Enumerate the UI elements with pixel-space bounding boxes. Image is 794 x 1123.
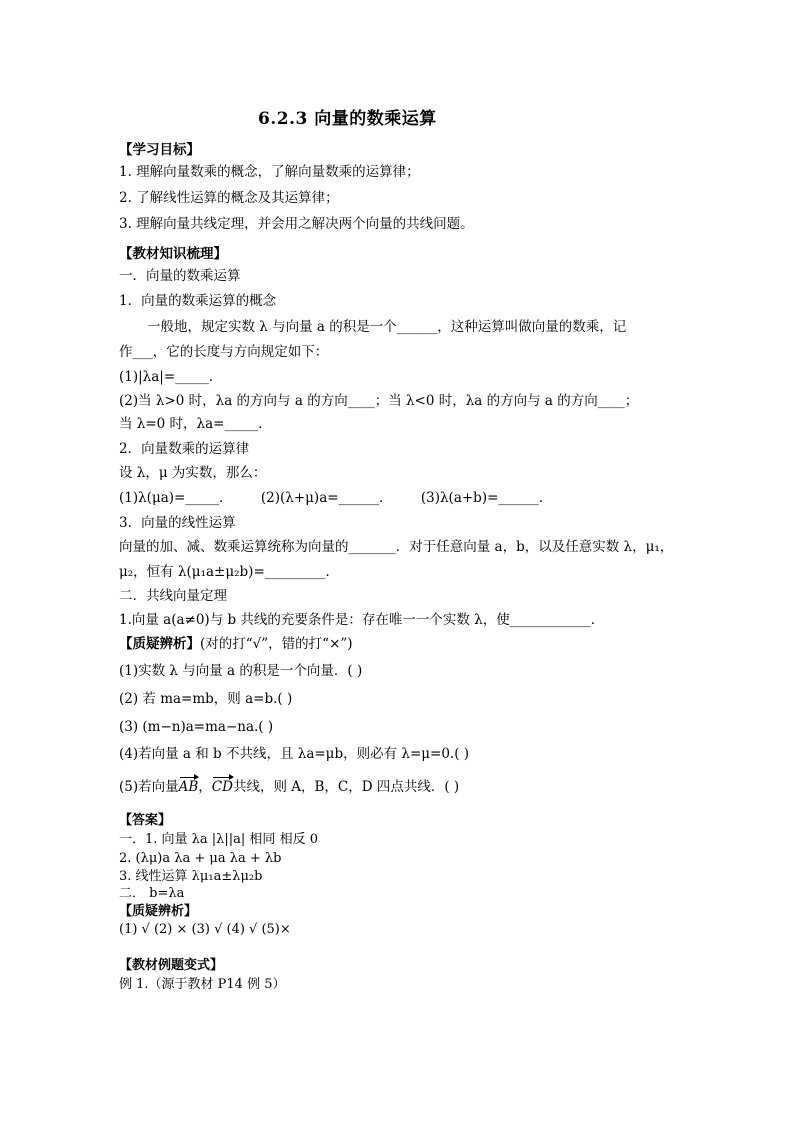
discern-item-1: (1)实数 λ 与向量 a 的积是一个向量．( ) — [119, 663, 363, 679]
knowledge-heading: 【教材知识梳理】 — [119, 246, 227, 262]
paragraph-3b: μ₂，恒有 λ(μ₁a±μ₂b)=_________． — [119, 564, 340, 580]
subsection-2-heading: 2．向量数乘的运算律 — [119, 441, 250, 457]
discern-item-5-prefix: (5)若向量 — [119, 779, 179, 795]
paragraph-1a: 一般地，规定实数 λ 与向量 a 的积是一个______，这种运算叫做向量的数乘，记 — [147, 319, 627, 335]
discern-heading-row — [119, 635, 353, 653]
answer-line-3: 3. 线性运算 λμ₁a±λμ₂b — [119, 869, 263, 884]
discern-item-4: (4)若向量 a 和 b 不共线，且 λa=μb，则必有 λ=μ=0.( ) — [119, 746, 470, 762]
examples-heading: 【教材例题变式】 — [119, 958, 224, 973]
answer-line-4: 二． b=λa — [119, 886, 185, 901]
law-3: (3)λ(a+b)=______． — [420, 490, 553, 506]
subsection-3-heading: 3．向量的线性运算 — [119, 515, 236, 531]
answer-line-1: 一．1. 向量 λa |λ||a| 相同 相反 0 — [119, 832, 318, 847]
discern-item-5-sep: ， — [198, 779, 212, 795]
goal-item-2: 2. 了解线性运算的概念及其运算律； — [119, 190, 339, 206]
example-1: 例 1.（源于教材 P14 例 5） — [119, 977, 286, 992]
paragraph-1b: 作___，它的长度与方向规定如下： — [119, 344, 329, 360]
paragraph-4: 1.向量 a(a≠0)与 b 共线的充要条件是：存在唯一一个实数 λ，使____________． — [119, 612, 605, 628]
section-1-heading: 一．向量的数乘运算 — [119, 268, 241, 284]
discern-item-5-suffix: 共线，则 A，B，C，D 四点共线．( ) — [232, 779, 460, 795]
goal-item-3: 3. 理解向量共线定理，并会用之解决两个向量的共线问题。 — [119, 216, 474, 232]
page-title: 6.2.3 向量的数乘运算 — [258, 109, 437, 129]
section-2-heading: 二．共线向量定理 — [119, 588, 227, 604]
rule-3: 当 λ=0 时，λa=_____． — [119, 416, 272, 432]
discern-note: (对的打“√”，错的打“×”) — [200, 636, 353, 652]
answer-line-5: (1) √ (2) × (3) √ (4) √ (5)× — [119, 922, 291, 937]
subsection-1-heading: 1．向量的数乘运算的概念 — [119, 293, 277, 309]
rule-1: (1)|λa|=_____． — [119, 369, 223, 385]
answer-line-2: 2. (λμ)a λa + μa λa + λb — [119, 851, 282, 866]
discern-item-3: (3) (m−n)a=ma−na.( ) — [119, 719, 274, 735]
vector-ab: AB — [178, 779, 199, 795]
paragraph-3a: 向量的加、减、数乘运算统称为向量的_______．对于任意向量 a，b，以及任意实数 λ，μ₁， — [119, 539, 674, 555]
discern-item-5 — [119, 778, 459, 796]
law-1: (1)λ(μa)=_____． — [119, 490, 233, 506]
answers-heading: 【答案】 — [119, 813, 172, 828]
goal-item-1: 1. 理解向量数乘的概念，了解向量数乘的运算律； — [119, 164, 420, 180]
goals-heading: 【学习目标】 — [119, 142, 200, 158]
discern-item-2: (2) 若 ma=mb，则 a=b.( ) — [119, 691, 293, 707]
answers-discern-heading: 【质疑辨析】 — [119, 904, 198, 919]
rule-2: (2)当 λ>0 时，λa 的方向与 a 的方向____；当 λ<0 时，λa 的方向与 a 的方向____； — [119, 393, 639, 409]
laws-row — [119, 489, 552, 507]
vector-cd: CD — [211, 779, 233, 795]
law-2: (2)(λ+μ)a=______． — [260, 490, 393, 506]
discern-heading: 【质疑辨析】 — [119, 636, 200, 652]
paragraph-2: 设 λ，μ 为实数，那么： — [119, 465, 267, 481]
